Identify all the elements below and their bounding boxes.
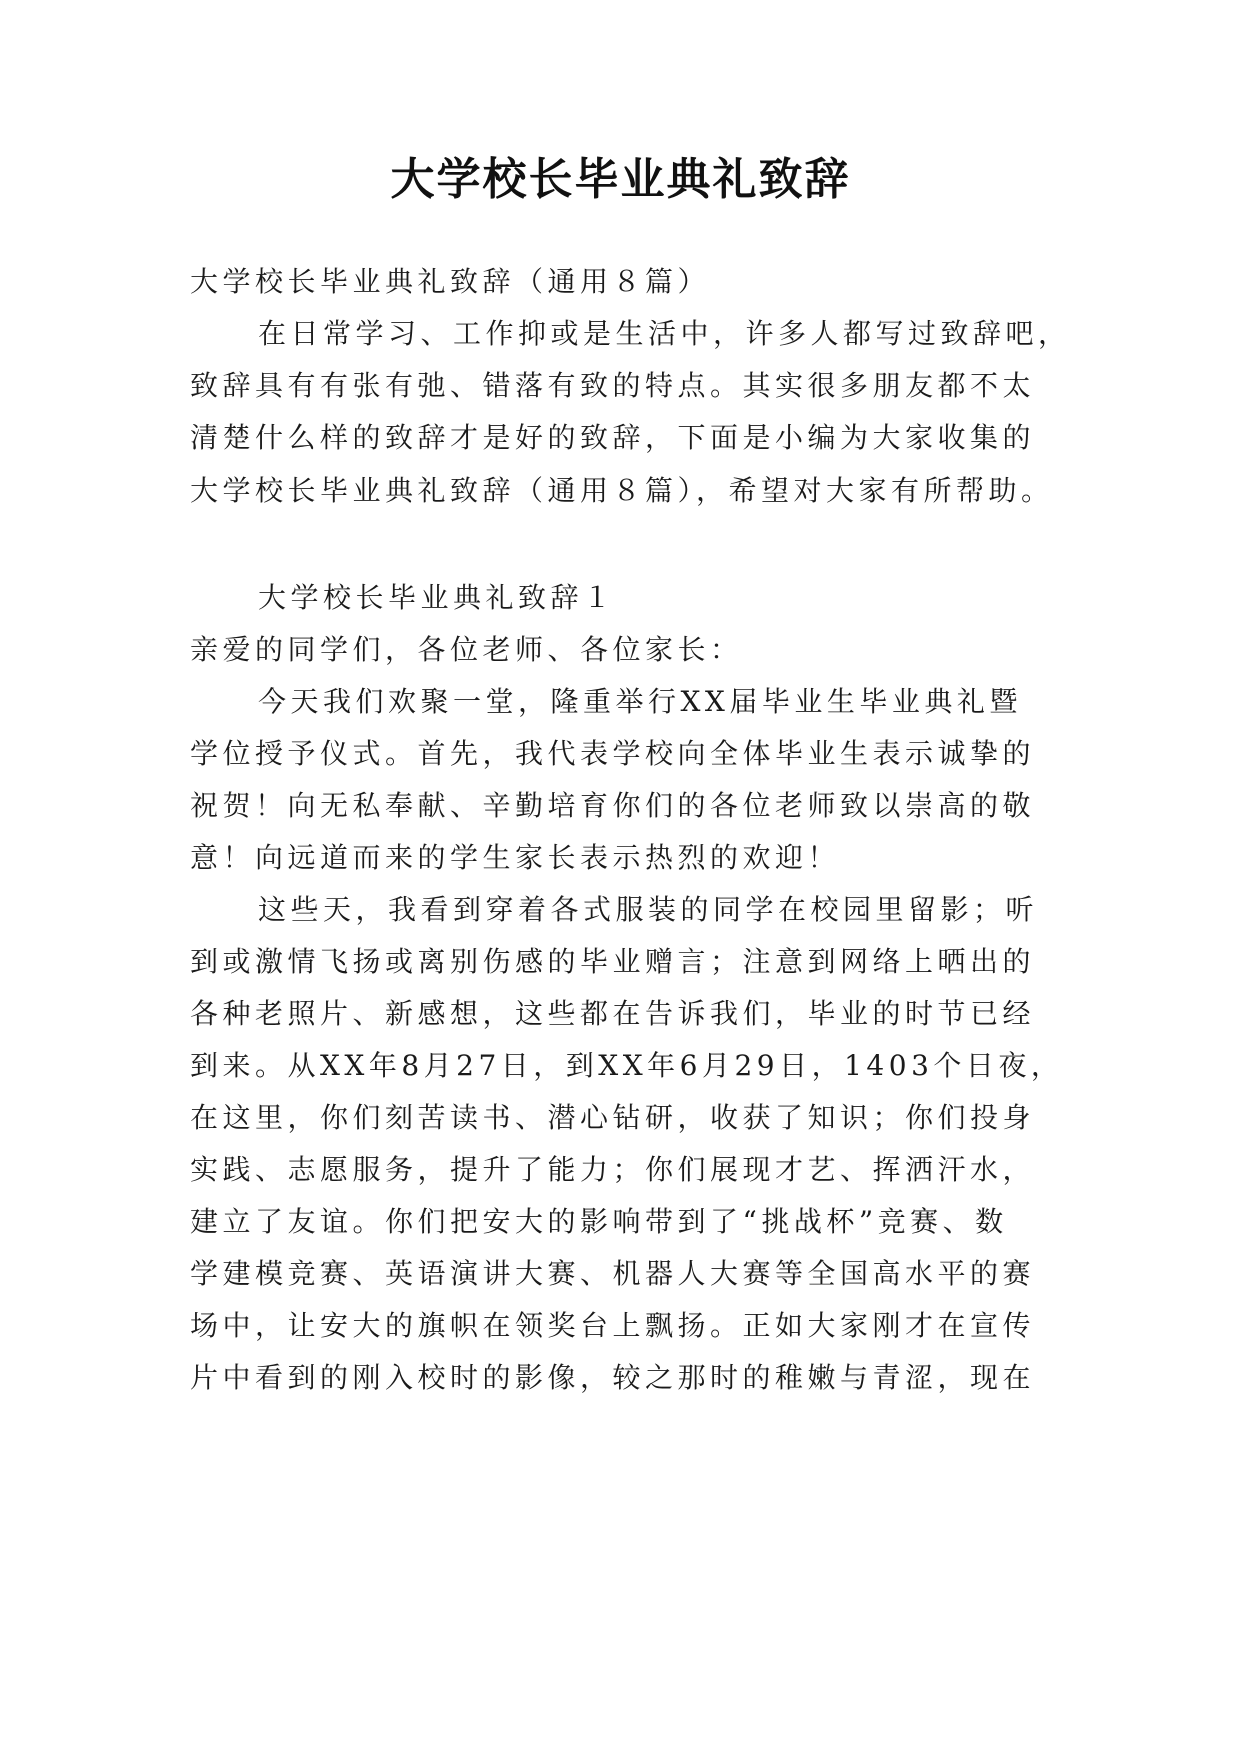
paragraph-line: 学建模竞赛、英语演讲大赛、机器人大赛等全国高水平的赛 <box>190 1257 1036 1290</box>
paragraph-line: 祝贺！向无私奉献、辛勤培育你们的各位老师致以崇高的敬 <box>190 789 1036 822</box>
document-title: 大学校长毕业典礼致辞 <box>390 154 851 205</box>
intro-line: 清楚什么样的致辞才是好的致辞，下面是小编为大家收集的 <box>190 421 1036 454</box>
paragraph-line: 到或激情飞扬或离别伤感的毕业赠言；注意到网络上晒出的 <box>190 945 1036 978</box>
paragraph-line: 各种老照片、新感想，这些都在告诉我们，毕业的时节已经 <box>190 997 1036 1030</box>
paragraph-line: 实践、志愿服务，提升了能力；你们展现才艺、挥洒汗水， <box>190 1153 1036 1186</box>
salutation: 亲爱的同学们，各位老师、各位家长： <box>190 633 743 666</box>
paragraph-line: 学位授予仪式。首先，我代表学校向全体毕业生表示诚挚的 <box>190 737 1036 770</box>
paragraph-line: 场中，让安大的旗帜在领奖台上飘扬。正如大家刚才在宣传 <box>190 1309 1036 1342</box>
paragraph-line: 到来。从XX年8月27日，到XX年6月29日，1403个日夜， <box>190 1049 1064 1082</box>
paragraph-line: 在这里，你们刻苦读书、潜心钻研，收获了知识；你们投身 <box>190 1101 1036 1134</box>
section-heading: 大学校长毕业典礼致辞１ <box>258 581 616 614</box>
paragraph-line: 意！向远道而来的学生家长表示热烈的欢迎！ <box>190 841 841 874</box>
paragraph-line: 建立了友谊。你们把安大的影响带到了“挑战杯”竞赛、数 <box>190 1205 1008 1238</box>
intro-line: 致辞具有有张有弛、错落有致的特点。其实很多朋友都不太 <box>190 369 1036 402</box>
paragraph-line: 这些天，我看到穿着各式服装的同学在校园里留影；听 <box>258 893 1039 926</box>
intro-line: 大学校长毕业典礼致辞（通用８篇），希望对大家有所帮助。 <box>190 474 1054 507</box>
document-subtitle: 大学校长毕业典礼致辞（通用８篇） <box>190 265 711 298</box>
paragraph-line: 片中看到的刚入校时的影像，较之那时的稚嫩与青涩，现在 <box>190 1361 1036 1394</box>
paragraph-line: 今天我们欢聚一堂，隆重举行XX届毕业生毕业典礼暨 <box>258 685 1022 718</box>
intro-line: 在日常学习、工作抑或是生活中，许多人都写过致辞吧， <box>258 317 1071 350</box>
